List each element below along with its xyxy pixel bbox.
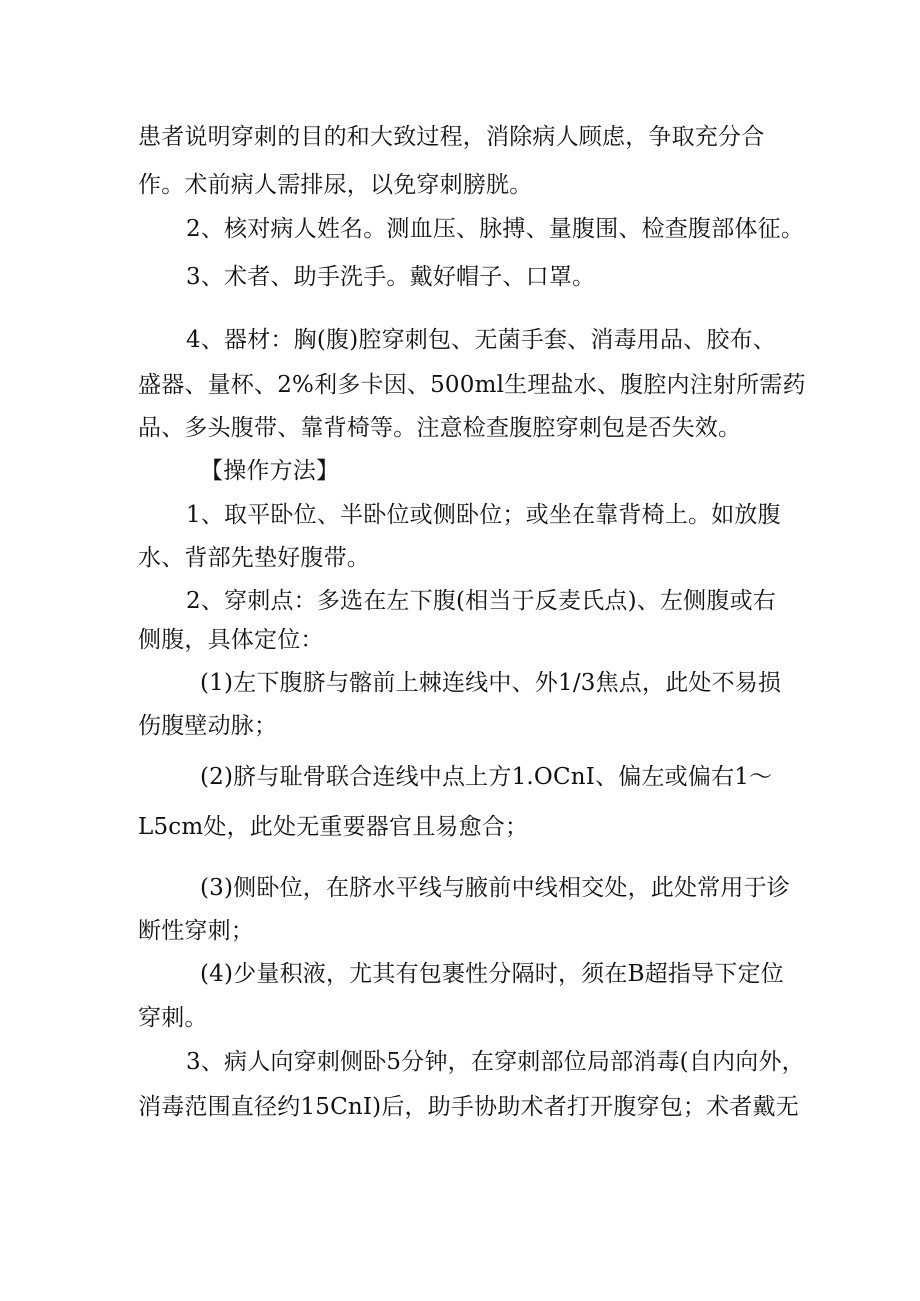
text-line: (3)侧卧位，在脐水平线与腋前中线相交处，此处常用于诊 [200, 875, 790, 901]
text-line: L5cm处，此处无重要器官且易愈合； [138, 814, 529, 840]
text-line: 2、穿刺点：多选在左下腹(相当于反麦氏点)、左侧腹或右 [186, 588, 776, 614]
text-line: (1)左下腹脐与髂前上棘连线中、外1/3焦点，此处不易损 [200, 670, 782, 696]
text-line: 2、核对病人姓名。测血压、脉搏、量腹围、检查腹部体征。 [186, 216, 805, 242]
text-line: 4、器材：胸(腹)腔穿刺包、无菌手套、消毒用品、胶布、 [186, 327, 776, 353]
text-line: 盛器、量杯、2%利多卡因、500ml生理盐水、腹腔内注射所需药 [138, 372, 806, 398]
text-line: 1、取平卧位、半卧位或侧卧位；或坐在靠背椅上。如放腹 [186, 502, 781, 528]
text-line: 穿刺。 [138, 1005, 208, 1031]
text-line: 品、多头腹带、靠背椅等。注意检查腹腔穿刺包是否失效。 [138, 415, 742, 441]
text-line: (2)脐与耻骨联合连线中点上方1.OCnI、偏左或偏右1～ [200, 764, 773, 790]
text-line: 患者说明穿刺的目的和大致过程，消除病人顾虑，争取充分合 [138, 124, 765, 150]
section-heading: 【操作方法】 [200, 458, 340, 484]
text-line: 消毒范围直径约15CnI)后，助手协助术者打开腹穿包；术者戴无 [138, 1094, 799, 1120]
text-line: 3、病人向穿刺侧卧5分钟，在穿刺部位局部消毒(自内向外， [186, 1049, 805, 1075]
text-line: 作。术前病人需排尿，以免穿刺膀胱。 [138, 172, 533, 198]
text-line: 断性穿刺； [138, 918, 254, 944]
text-line: (4)少量积液，尤其有包裹性分隔时，须在B超指导下定位 [200, 961, 784, 987]
text-line: 3、术者、助手洗手。戴好帽子、口罩。 [186, 264, 596, 290]
text-line: 侧腹，具体定位： [138, 627, 324, 653]
text-line: 伤腹壁动脉； [138, 713, 278, 739]
text-line: 水、背部先垫好腹带。 [138, 545, 370, 571]
